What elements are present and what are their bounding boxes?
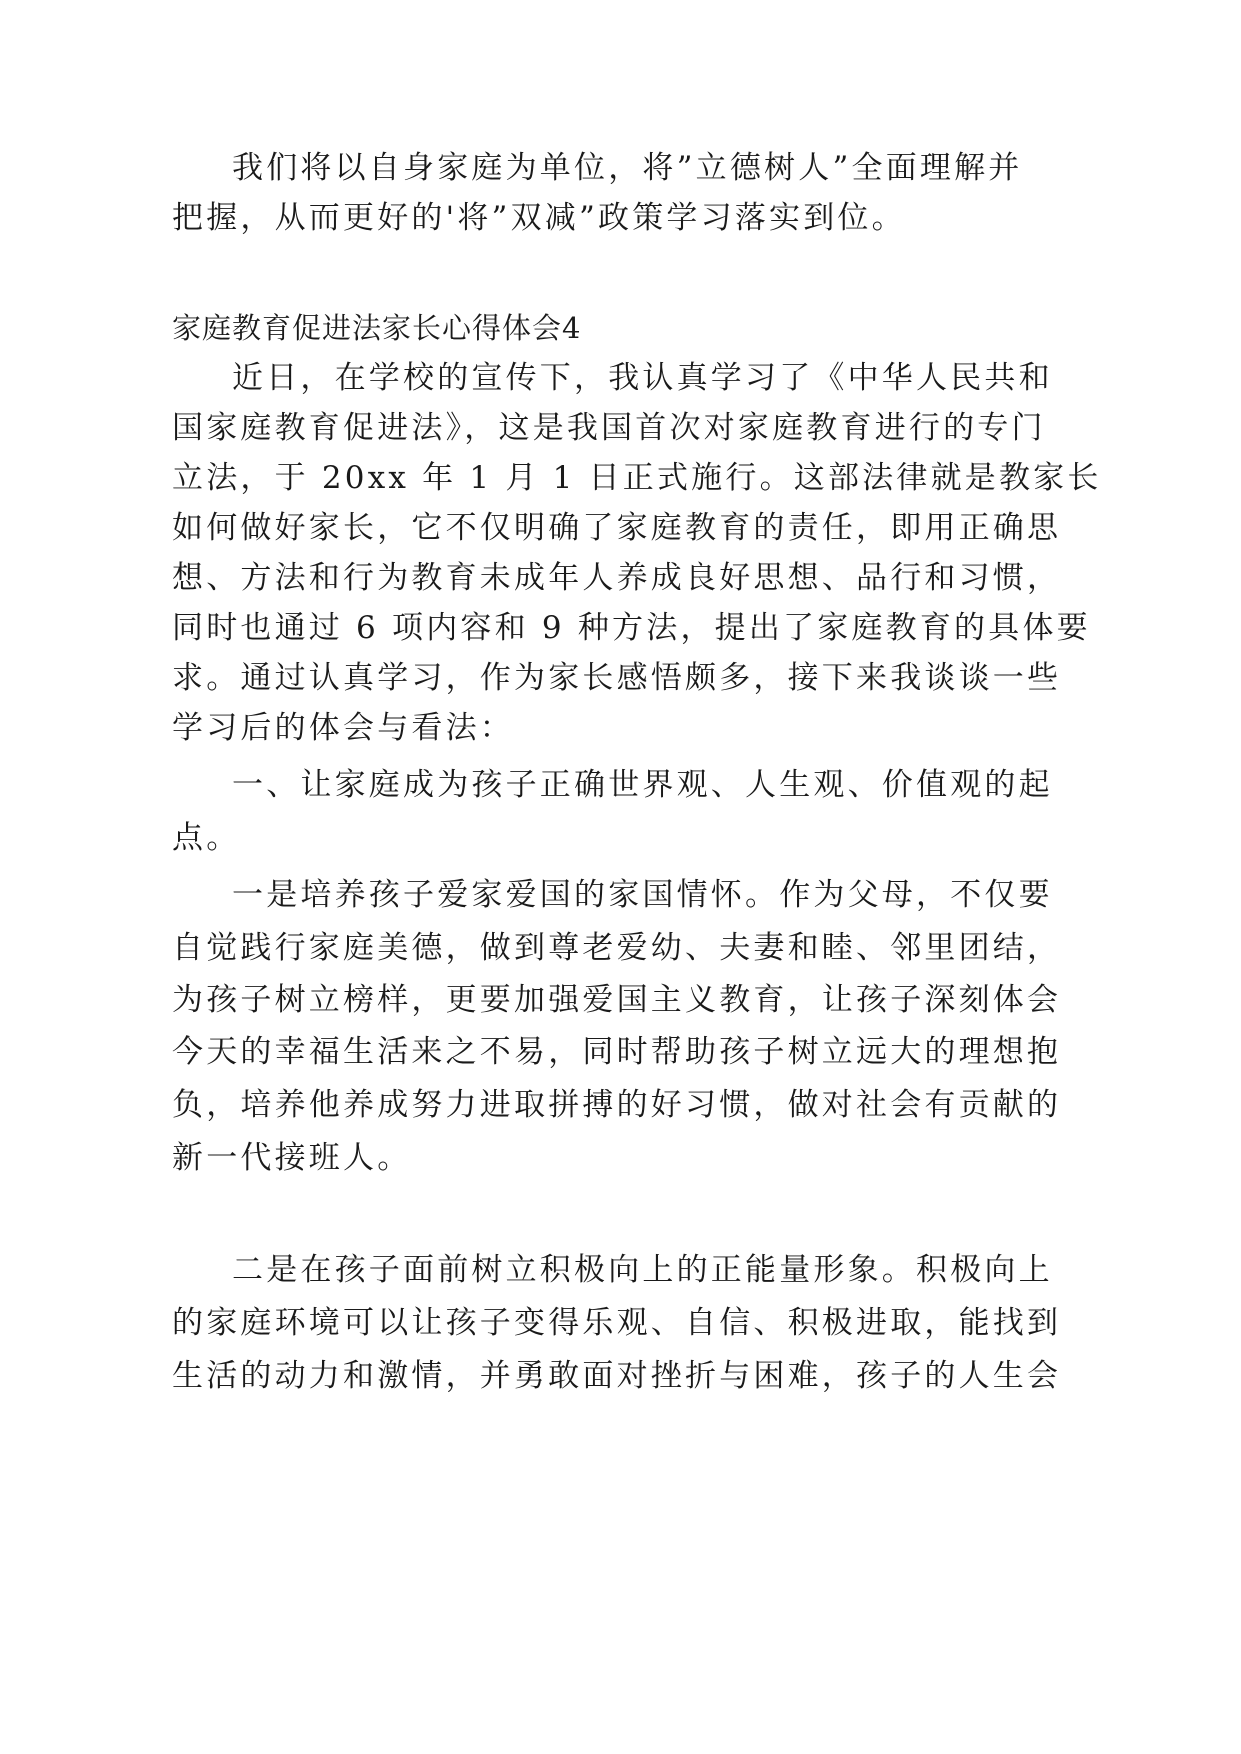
paragraph-line: 二是在孩子面前树立积极向上的正能量形象。积极向上 bbox=[232, 1252, 1053, 1288]
paragraph-line: 一是培养孩子爱家爱国的家国情怀。作为父母，不仅要 bbox=[232, 877, 1053, 913]
paragraph-line: 学习后的体会与看法： bbox=[172, 710, 514, 746]
paragraph-line: 把握，从而更好的'将”双减”政策学习落实到位。 bbox=[172, 200, 906, 236]
paragraph-line: 我们将以自身家庭为单位，将”立德树人”全面理解并 bbox=[232, 150, 1023, 186]
paragraph-line: 一、让家庭成为孩子正确世界观、人生观、价值观的起 bbox=[232, 767, 1053, 803]
paragraph-line: 立法，于 20xx 年 1 月 1 日正式施行。这部法律就是教家长 bbox=[172, 460, 1102, 496]
paragraph-line: 新一代接班人。 bbox=[172, 1140, 412, 1176]
section-heading: 家庭教育促进法家长心得体会4 bbox=[172, 311, 582, 345]
paragraph-line: 想、方法和行为教育未成年人养成良好思想、品行和习惯， bbox=[172, 560, 1062, 596]
paragraph-line: 为孩子树立榜样，更要加强爱国主义教育，让孩子深刻体会 bbox=[172, 982, 1062, 1018]
paragraph-line: 求。通过认真学习，作为家长感悟颇多，接下来我谈谈一些 bbox=[172, 660, 1062, 696]
paragraph-line: 负，培养他养成努力进取拼搏的好习惯，做对社会有贡献的 bbox=[172, 1087, 1062, 1123]
paragraph-line: 的家庭环境可以让孩子变得乐观、自信、积极进取，能找到 bbox=[172, 1305, 1062, 1341]
paragraph-line: 近日，在学校的宣传下，我认真学习了《中华人民共和 bbox=[232, 360, 1053, 396]
paragraph-line: 自觉践行家庭美德，做到尊老爱幼、夫妻和睦、邻里团结， bbox=[172, 930, 1062, 966]
paragraph-line: 国家庭教育促进法》，这是我国首次对家庭教育进行的专门 bbox=[172, 410, 1046, 446]
paragraph-line: 生活的动力和激情，并勇敢面对挫折与困难，孩子的人生会 bbox=[172, 1358, 1062, 1394]
paragraph-line: 点。 bbox=[172, 820, 241, 856]
paragraph-line: 如何做好家长，它不仅明确了家庭教育的责任，即用正确思 bbox=[172, 510, 1062, 546]
paragraph-line: 今天的幸福生活来之不易，同时帮助孩子树立远大的理想抱 bbox=[172, 1034, 1062, 1070]
paragraph-line: 同时也通过 6 项内容和 9 种方法，提出了家庭教育的具体要 bbox=[172, 610, 1091, 646]
